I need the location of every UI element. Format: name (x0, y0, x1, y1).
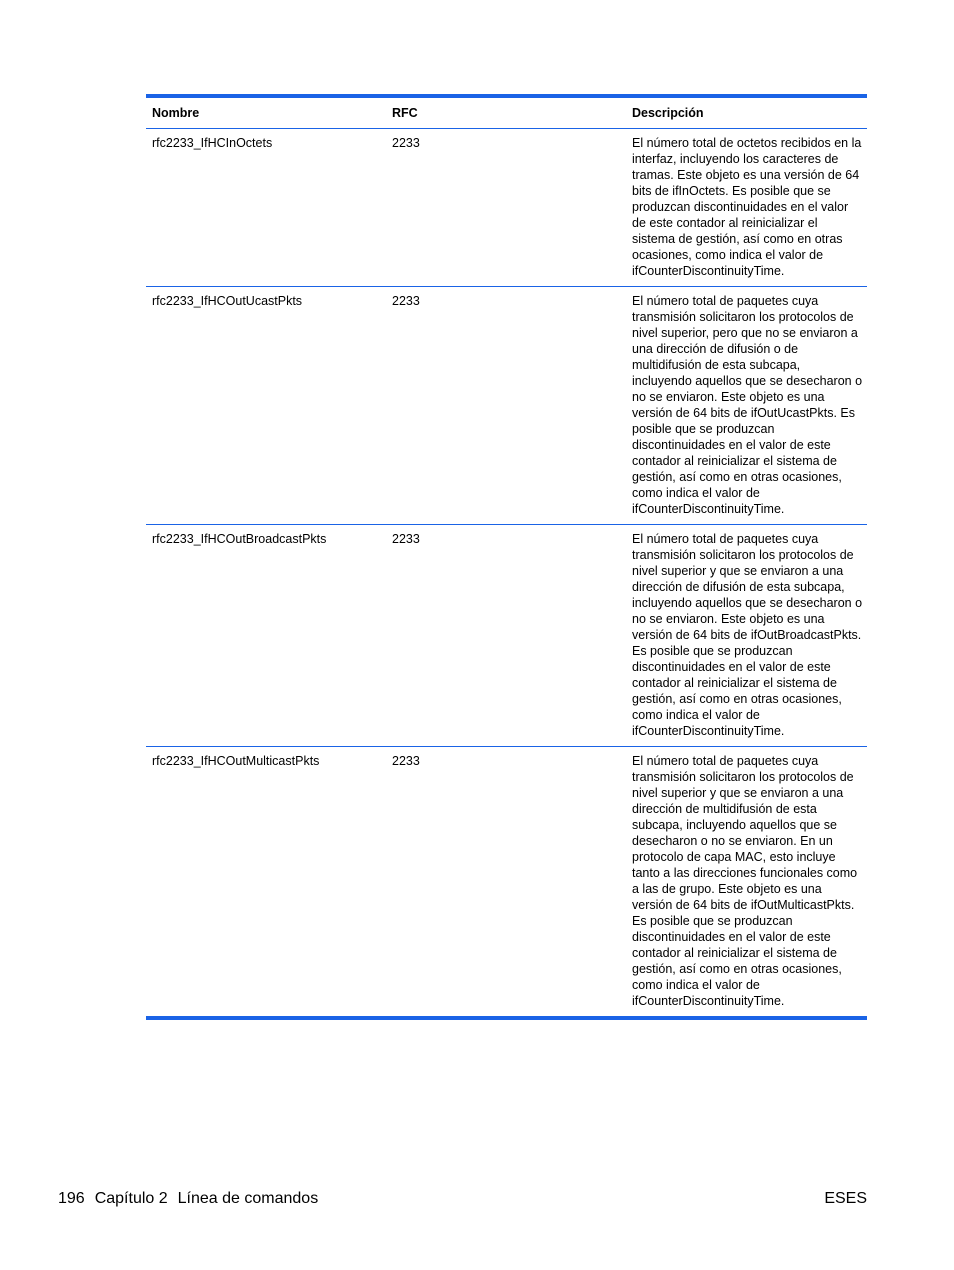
row-description: El número total de paquetes cuya transmisión solicitaron los protocolos de nivel superior y que se enviaron a una dirección de multidifusión de esta subcapa, incluyendo aquellos que se desecharon o no se enviaron. En un protocolo de capa MAC, esto incluye tanto a las direcciones funcionales como a las de grupo. Este objeto es una versión de 64 bits de ifOutMulticastPkts. Es posible que se produzcan discontinuidades en el valor de este contador al reinicializar el sistema de gestión, así como en otras ocasiones, como indica el valor de ifCounterDiscontinuityTime. (632, 754, 858, 1008)
row-name: rfc2233_IfHCOutMulticastPkts (152, 754, 320, 768)
chapter-title: Línea de comandos (177, 1190, 319, 1207)
table-row (146, 525, 867, 747)
row-rfc: 2233 (392, 294, 420, 308)
header-name: Nombre (152, 106, 200, 120)
table-header-row (146, 98, 867, 129)
table-row (146, 747, 867, 1016)
footer-left (58, 1190, 328, 1208)
chapter-label: Capítulo 2 (94, 1190, 168, 1207)
locale-code: ESES (824, 1190, 867, 1207)
row-rfc: 2233 (392, 532, 420, 546)
row-rfc: 2233 (392, 136, 420, 150)
row-description: El número total de octetos recibidos en la interfaz, incluyendo los caracteres de tramas. Este objeto es una versión de 64 bits de ifInOctets. Es posible que se produzcan discontinuidades en el valor de este contador al reinicializar el sistema de gestión, así como en otras ocasiones, como indica el valor de ifCounterDiscontinuityTime. (632, 136, 862, 278)
row-rfc: 2233 (392, 754, 420, 768)
header-rfc: RFC (392, 106, 418, 120)
header-description: Descripción (632, 106, 704, 120)
row-description: El número total de paquetes cuya transmisión solicitaron los protocolos de nivel superior y que se enviaron a una dirección de difusión de esta subcapa, incluyendo aquellos que se desecharon o no se enviaron. Este objeto es una versión de 64 bits de ifOutBroadcastPkts. Es posible que se produzcan discontinuidades en el valor de este contador al reinicializar el sistema de gestión, así como en otras ocasiones, como indica el valor de ifCounterDiscontinuityTime. (632, 532, 863, 738)
table-row (146, 287, 867, 525)
rfc-table (146, 94, 867, 1020)
page-number: 196 (58, 1190, 85, 1207)
row-description: El número total de paquetes cuya transmisión solicitaron los protocolos de nivel superior, pero que no se enviaron a una dirección de difusión o de multidifusión de esta subcapa, incluyendo aquellos que se desecharon o no se enviaron. Este objeto es una versión de 64 bits de ifOutUcastPkts. Es posible que se produzcan discontinuidades en el valor de este contador al reinicializar el sistema de gestión, así como en otras ocasiones, como indica el valor de ifCounterDiscontinuityTime. (632, 294, 863, 516)
row-name: rfc2233_IfHCOutBroadcastPkts (152, 532, 327, 546)
page-footer (58, 1190, 867, 1208)
table-row (146, 129, 867, 287)
row-name: rfc2233_IfHCInOctets (152, 136, 273, 150)
row-name: rfc2233_IfHCOutUcastPkts (152, 294, 303, 308)
table-bottom-rule (146, 1016, 867, 1020)
